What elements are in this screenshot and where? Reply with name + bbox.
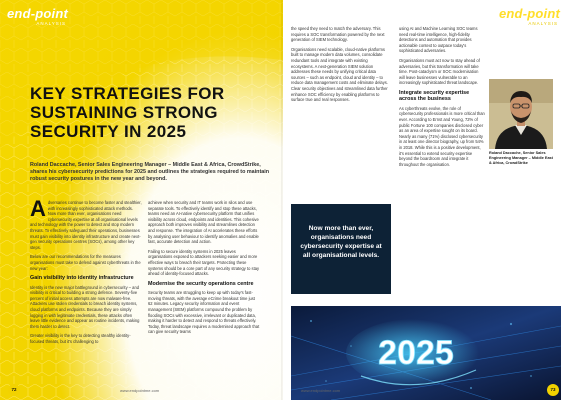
dropcap-letter: A	[30, 196, 46, 221]
headline-block	[30, 84, 270, 141]
body-paragraph: Failing to secure identity systems in 2025 leaves organisations exposed to attackers seeking easier and more effective ways to breach their targets. Protecting these systems should be a core part of any security strategy to stay ahead of identity-focused attacks.	[148, 248, 260, 277]
body-paragraph: Organisations need scalable, cloud-native platforms built to manage modern data volumes, consolidate redundant tools and integrate with existing ecosystems. A next-generation SIEM solution addresses these needs by unifying critical data sources – such as endpoint, cloud and identity – to reduce data management costs and eliminate delays. Clear security objectives and streamlined data further enhance SOC efficiency by enabling platforms to surface true and real responses.	[291, 46, 388, 103]
headline-line: SECURITY IN 2025	[30, 122, 187, 141]
subheading: Modernise the security operations centre	[148, 280, 254, 287]
illustration-2025	[291, 306, 561, 400]
page-number-badge: 73	[547, 384, 559, 396]
portrait-image	[489, 79, 553, 149]
body-column-1	[30, 196, 142, 348]
logo-subtext: ANALYSIS	[528, 21, 558, 26]
year-label: 2025	[378, 334, 454, 372]
headline-line: KEY STRATEGIES FOR	[30, 84, 225, 103]
photo-caption: Roland Daccache, Senior Sales Engineering Manager – Middle East & Africa, CrowdStrike	[489, 151, 553, 165]
body-paragraph: the speed they need to match the adversary. This requires a SOC transformation powered by the next generation of SIEM technology.	[291, 26, 385, 43]
body-column-4	[399, 26, 485, 171]
logo-subtext: ANALYSIS	[36, 21, 67, 26]
article-dek: Roland Daccache, Senior Sales Engineering Manager – Middle East & Africa, CrowdStrike, shares his cybersecurity predictions for 2025 and outlines the strategies required to maintain robust security postures in the new year and beyond.	[30, 162, 270, 182]
body-paragraph: using AI and Machine Learning SOC teams need real-time intelligence, high-fidelity detections and automation that provides actionable context to outpace today's sophisticated adversaries.	[399, 26, 478, 54]
body-column-3	[291, 26, 391, 107]
author-photo	[489, 79, 553, 149]
body-paragraph: Security teams are struggling to keep up with today's fast-moving threats, with the average eCrime breakout time just 62 minutes. Legacy security information and event management (SIEM) platforms compound the problem by flooding SOCs with excessive, irrelevant or duplicated data, making it harder to detect and respond to threats effectively. Today, threat landscape requires a modernised approach that can give security teams	[148, 290, 260, 335]
endpoint-logo	[498, 5, 560, 26]
endpoint-logo	[7, 5, 69, 26]
logo-text: end-point	[7, 6, 69, 21]
intro-text: dversaries continue to become faster and stealthier, with increasingly sophisticated attack methods. Now more than ever, organisations need cybersecurity expertise at all organisational levels and technology with the power to detect and stop modern threats. To effectively safeguard their operations, businesses must gain visibility into identity infrastructure and create next-gen security operations centres (SOCs), among other key steps.	[30, 200, 142, 250]
subheading: Gain visibility into identity infrastructure	[30, 275, 134, 282]
body-paragraph: Greater visibility is the key to detecting stealthy identity-focused threats, but it's challenging to	[30, 333, 131, 344]
folio-url: www.endpointme.com	[301, 388, 341, 393]
subheading: Integrate security expertise across the business	[399, 89, 470, 103]
pull-quote: Now more than ever, organisations need cybersecurity expertise at all organisational levels.	[291, 204, 391, 294]
article-headline	[30, 84, 270, 141]
body-paragraph: Identity is the new major battleground in cybersecurity – and visibility is critical to building a strong defence. Seventy-five percent of initial access attempts are now malware-free. Attackers use stolen credentials to breach identity systems, cloud platforms and endpoints. Because they are simply logging in with legitimate credentials, these attacks often leave little evidence and appear as routine incidents, making them harder to detect.	[30, 284, 140, 329]
intro-paragraph	[30, 196, 142, 250]
body-paragraph: Below are our recommendations for the measures organisations must take to defend against cyberthreats in the new year:	[30, 254, 141, 271]
right-page	[283, 0, 566, 400]
body-column-2	[148, 200, 260, 339]
logo-text: end-point	[498, 6, 560, 21]
headline-line: SUSTAINING STRONG	[30, 103, 218, 122]
body-paragraph: achieve when security and IT teams work in silos and use separate tools. To effectively identify and stop these attacks, teams need an AI-native cybersecurity platform that unifies visibility across cloud, endpoints and identities. This cohesive approach both improves visibility and streamlines detection and response. The integration of AI accelerates these efforts by analysing user behaviour to identify anomalies and enable fast, accurate detection and action.	[148, 200, 259, 245]
body-paragraph: As cyberthreats evolve, the role of cybersecurity professionals is more critical than ever. According to Ernst and Young, 72% of public Fortune 100 companies disclosed cyber as an area of expertise sought on its board. Nearly as many (71%) disclosed cybersecurity in at least one director biography, up from 54% in 2018. While this is a positive development, it's essential to extend security expertise beyond the boardroom and integrate it throughout the organisation.	[399, 105, 485, 167]
folio-url: www.endpointme.com	[120, 388, 160, 393]
body-paragraph: Organisations must act now to stay ahead of adversaries, but this transformation will take time. Post-cataclysm or SOC modernisation will leave businesses vulnerable to an increasingly sophisticated threat landscape.	[399, 57, 480, 86]
2025-graphic	[291, 306, 561, 400]
page-number-badge: 72	[8, 384, 20, 396]
